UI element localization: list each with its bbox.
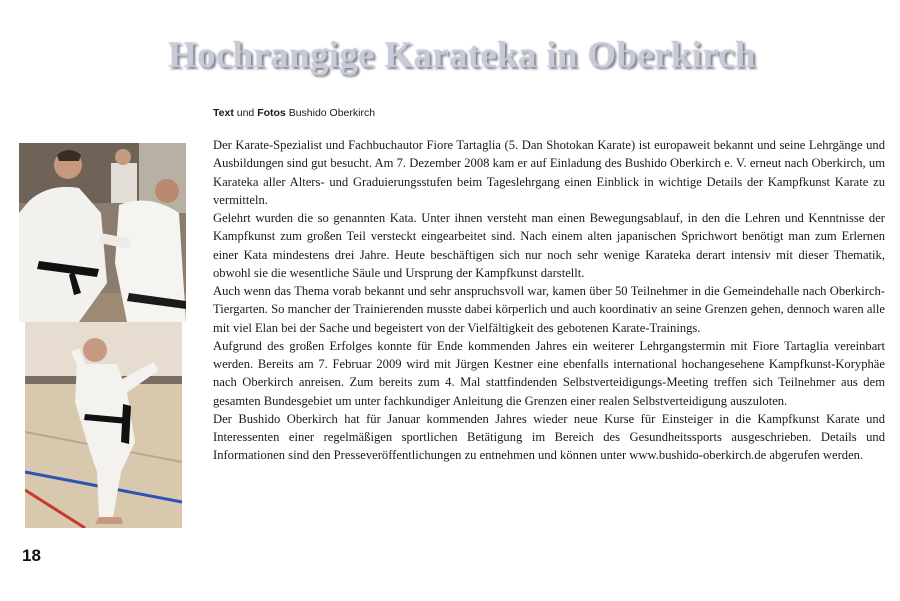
article-headline: Hochrangige Karateka in Oberkirch [168, 35, 756, 76]
karate-sparring-photo [19, 143, 186, 322]
article-body [213, 136, 885, 465]
credit-author: Bushido Oberkirch [288, 107, 376, 119]
page-number: 18 [22, 546, 41, 565]
credit-and: und [236, 107, 255, 119]
article-paragraph: Gelehrt wurden die so genannten Kata. Unter ihnen versteht man einen Bewegungsablauf, in den die Lehren und Kenntnisse der Kampfkunst zum großen Teil versteckt eingearbeitet sind. Nach einem alten japanischen Sprichwort benötigt man zum Erlernen einer Kata mindestens drei Jahre. Heute beschäftigen sich nur noch sehr wenige Karateka derart intensiv mit dieser Thematik, obwohl sie die wesentliche Säule und Ursprung der Kampfkunst darstellt. [213, 211, 885, 280]
article-paragraph: Aufgrund des großen Erfolges konnte für Ende kommenden Jahres ein weiterer Lehrgangstermin mit Fiore Tartaglia vereinbart werden. Bereits am 7. Februar 2009 wird mit Jürgen Kestner eine ebenfalls international hochangesehene Kampfkunst-Koryphäe nach Oberkirch anreisen. Zum bereits zum 4. Mal stattfindenden Selbstverteidigungs-Meeting treffen sich Teilnehmer aus dem gesamten Bundesgebiet um unter fachkundiger Anleitung die Grenzen einer realen Selbstverteidigung auszuloten. [213, 338, 885, 408]
credit-text-label: Text [213, 107, 234, 119]
article-paragraph: Der Bushido Oberkirch hat für Januar kommenden Jahres wieder neue Kurse für Einsteiger in die Kampfkunst Karate und Interessenten einer regelmäßigen sportlichen Betätigung im Bereich des Gesundheitssports ausgeschrieben. Details und Informationen sind den Presseveröffentlichungen zu entnehmen und können unter www.bushido-oberkirch.de abgerufen werden. [213, 411, 885, 463]
article-credit [213, 107, 375, 119]
karate-kick-photo [25, 322, 182, 528]
kick-photo-illustration [25, 322, 182, 528]
credit-fotos-label: Fotos [257, 107, 286, 119]
article-paragraph: Auch wenn das Thema vorab bekannt und sehr anspruchsvoll war, kamen über 50 Teilnehmer in die Gemeindehalle nach Oberkirch-Tiergarten. So mancher der Trainierenden musste dabei körperlich und auch koordinativ an seine Grenzen gehen, dennoch waren alle mit viel Elan bei der Sache und begeistert von der Vielfältigkeit des gebotenen Karate-Trainings. [213, 284, 885, 335]
sparring-photo-illustration [19, 143, 186, 322]
article-paragraph: Der Karate-Spezialist und Fachbuchautor Fiore Tartaglia (5. Dan Shotokan Karate) ist europaweit bekannt und seine Lehrgänge und Ausbildungen sind gut besucht. Am 7. Dezember 2008 kam er auf Einladung des Bushido Oberkirch e. V. erneut nach Oberkirch, um Karateka aller Alters- und Graduierungsstufen beim Tageslehrgang einen Einblick in wichtige Details der Kampfkunst Karate zu vermitteln. [213, 138, 885, 207]
